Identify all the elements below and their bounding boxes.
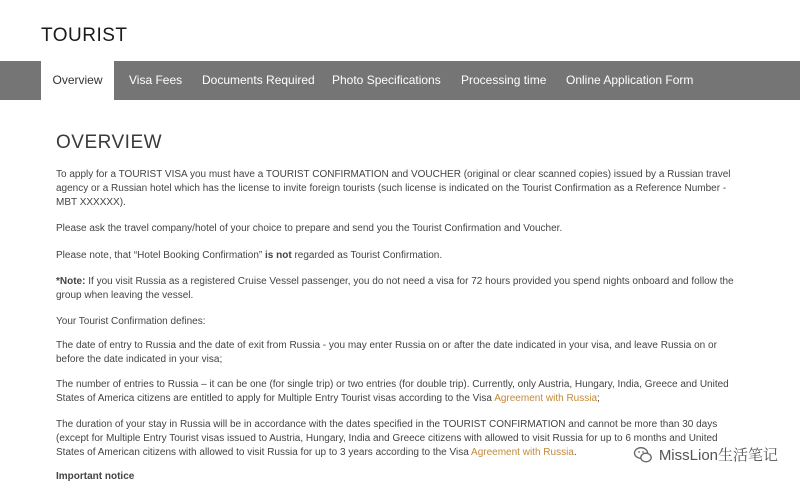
tab-processing-time[interactable]: Processing time xyxy=(461,73,547,87)
cruise-note-label: *Note: xyxy=(56,276,86,287)
page-header xyxy=(0,0,800,60)
tab-photo-specifications[interactable]: Photo Specifications xyxy=(332,73,441,87)
entries-paragraph xyxy=(56,378,746,406)
important-notice-heading: Important notice xyxy=(56,471,135,482)
page-title: OVERVIEW xyxy=(56,132,163,153)
tab-visa-fees[interactable]: Visa Fees xyxy=(129,73,183,87)
hotel-booking-note xyxy=(56,249,746,263)
defines-heading: Your Tourist Confirmation defines: xyxy=(56,316,206,327)
entries-text-end: ; xyxy=(597,393,600,404)
tab-documents-required[interactable]: Documents Required xyxy=(202,73,315,87)
watermark xyxy=(633,444,778,465)
tab-online-application-form[interactable]: Online Application Form xyxy=(566,73,694,87)
page-brand-title: TOURIST xyxy=(41,25,128,46)
duration-text-end: . xyxy=(573,447,577,458)
entry-exit-paragraph: The date of entry to Russia and the date of exit from Russia - you may enter Russia on or after the date indicated in your visa, and leave Russia on or before the date indicated in your visa; xyxy=(56,340,717,365)
tab-bar xyxy=(0,61,800,100)
watermark-text: MissLion生活笔记 xyxy=(658,447,778,464)
wechat-icon xyxy=(633,445,653,465)
hotel-note-text-end: regarded as Tourist Confirmation. xyxy=(291,250,443,261)
cruise-note xyxy=(56,275,746,303)
instruction-paragraph: Please ask the travel company/hotel of your choice to prepare and send you the Tourist Confirmation and Voucher. xyxy=(56,223,563,234)
hotel-note-emphasis: is not xyxy=(265,250,292,261)
hotel-note-text: Please note, that “Hotel Booking Confirmation” xyxy=(56,250,265,261)
cruise-note-text: If you visit Russia as a registered Cruise Vessel passenger, you do not need a visa for 72 hours provided you spend nights onboard and follow the group when leaving the vessel. xyxy=(56,276,734,301)
intro-paragraph: To apply for a TOURIST VISA you must have a TOURIST CONFIRMATION and VOUCHER (original or clear scanned copies) issued by a Russian travel agency or a Russian hotel which has the license to invite foreign tourists (such license is indicated on the Tourist Confirmation as a Reference Number - MBT XXXXXX). xyxy=(56,169,731,208)
tab-overview[interactable]: Overview xyxy=(41,61,114,100)
main-content xyxy=(56,132,746,154)
agreement-link-2[interactable]: Agreement with Russia xyxy=(471,447,574,458)
duration-text: The duration of your stay in Russia will be in accordance with the dates specified in the TOURIST CONFIRMATION and cannot be more than 30 days (except for Multiple Entry Tourist visas issued to Austria, Hungary, India and Greece citizens with allowed to visit Russia for up to 6 months and United States of American citizens with allowed to visit Russia for up to 3 years according to the Visa xyxy=(56,419,718,458)
agreement-link[interactable]: Agreement with Russia xyxy=(494,393,598,404)
entries-text: The number of entries to Russia – it can be one (for single trip) or two entries (for double trip). Currently, only Austria, Hungary, India, Greece and United States of America citizens are entitled to apply for Multiple Entry Tourist visas according to the Visa xyxy=(56,379,729,404)
